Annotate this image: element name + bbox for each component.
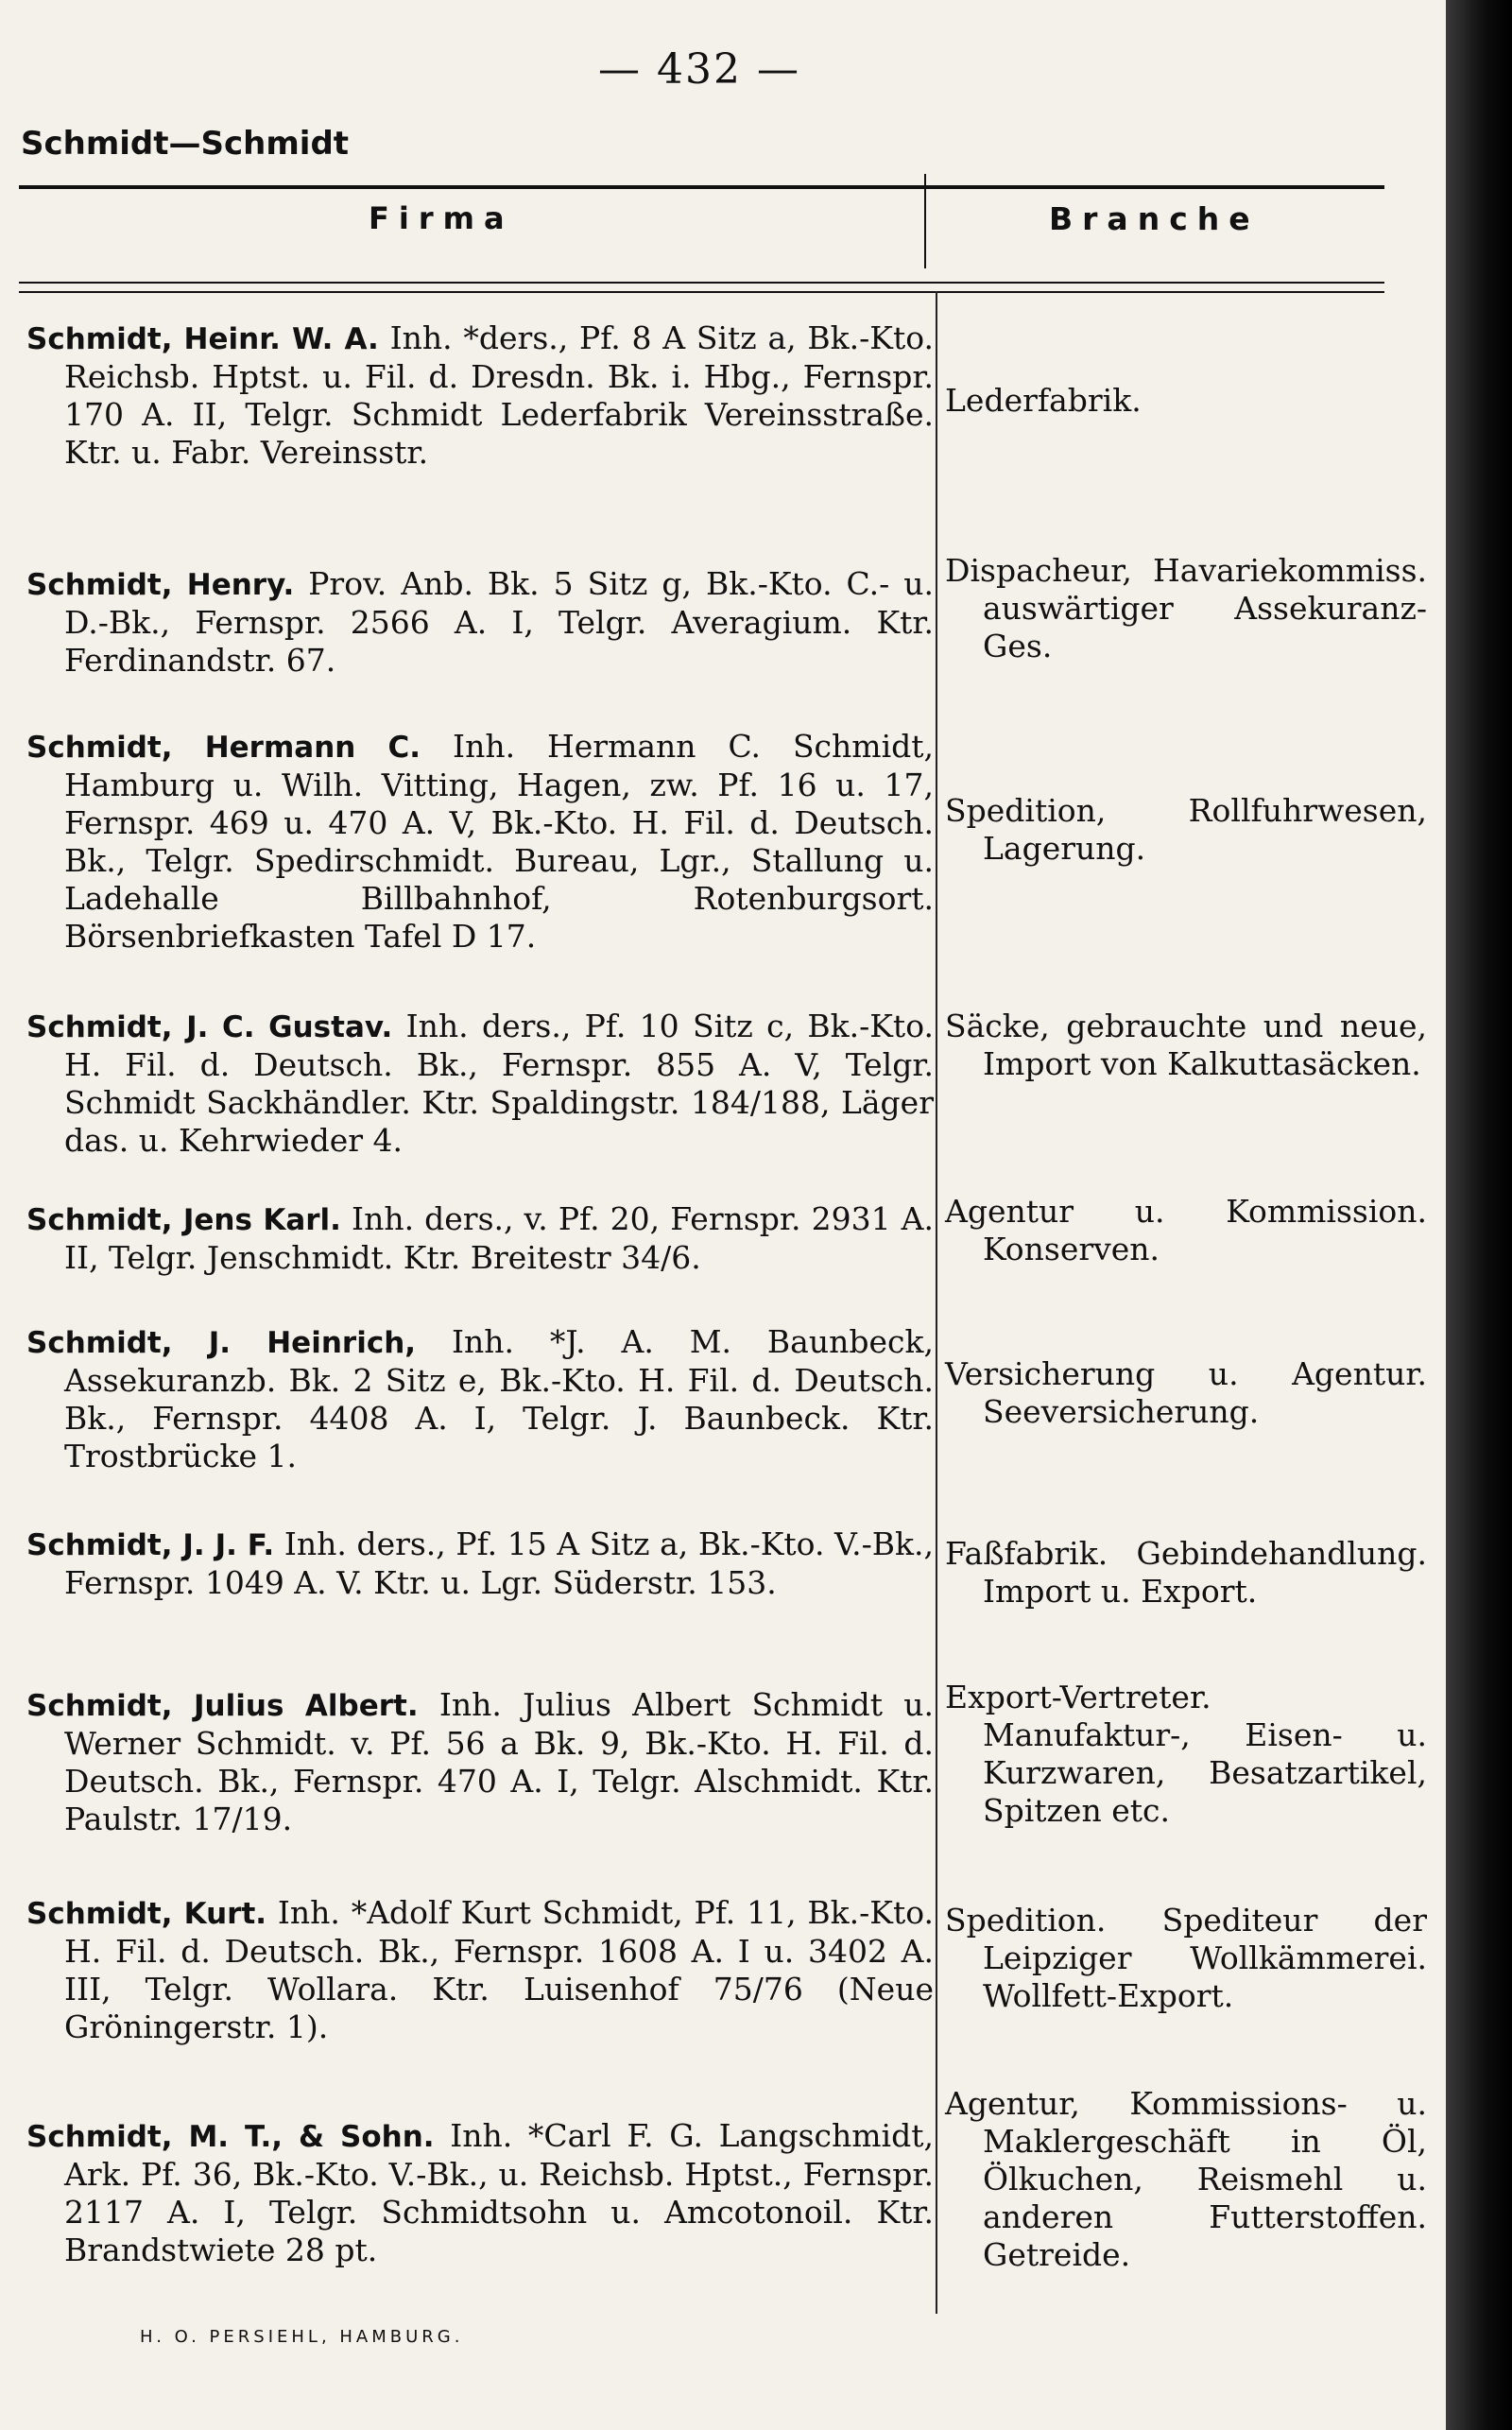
entry-name: Schmidt, J. C. Gustav. — [26, 1010, 393, 1044]
entry-firma — [26, 1525, 934, 1602]
entry-name: Schmidt, J. J. F. — [26, 1528, 275, 1562]
entry-firma — [26, 1894, 934, 2046]
directory-entry — [26, 1894, 934, 2046]
entry-branche: Export-Vertreter. Manufaktur-, Eisen- u. Kurzwaren, Besatzartikel, Spitzen etc. — [945, 1679, 1427, 1829]
entry-firma — [26, 1200, 934, 1277]
entry-details: Inh. *ders., Pf. 8 A Sitz a, Bk.-Kto. Reichsb. Hptst. u. Fil. d. Dresdn. Bk. i. Hbg., Fernspr. 170 A. II, Telgr. Schmidt Lederfabrik Vereinsstraße. Ktr. u. Fabr. Vereinsstr. — [64, 319, 934, 471]
entry-name: Schmidt, Kurt. — [26, 1897, 267, 1931]
entry-name: Schmidt, Jens Karl. — [26, 1203, 341, 1237]
entry-branche: Agentur, Kommissions- u. Maklergeschäft in Öl, Ölkuchen, Reismehl u. anderen Futterstoffen. Getreide. — [945, 2085, 1427, 2273]
column-header-firma: Firma — [369, 200, 514, 236]
entry-branche: Säcke, gebrauchte und neue, Import von Kalkuttasäcken. — [945, 1008, 1427, 1082]
entry-firma — [26, 1008, 934, 1160]
entry-branche: Faßfabrik. Gebindehandlung. Import u. Export. — [945, 1535, 1427, 1610]
entry-branche: Dispacheur, Havariekommiss. auswärtiger Assekuranz-Ges. — [945, 552, 1427, 664]
entry-branche: Versicherung u. Agentur. Seeversicherung. — [945, 1355, 1427, 1430]
entry-firma — [26, 2117, 934, 2269]
page-edge-shadow — [1446, 0, 1512, 2430]
page-number: — 432 — — [598, 45, 800, 94]
entry-branche: Spedition. Spediteur der Leipziger Wollkämmerei. Wollfett-Export. — [945, 1902, 1427, 2014]
entry-details: Inh. ders., Pf. 10 Sitz c, Bk.-Kto. H. Fil. d. Deutsch. Bk., Fernspr. 855 A. V, Telgr. Schmidt Sackhändler. Ktr. Spaldingstr. 184/188, Läger das. u. Kehrwieder 4. — [64, 1008, 934, 1159]
header-divider — [924, 174, 926, 268]
directory-entry — [26, 565, 934, 680]
entry-details: Inh. Julius Albert Schmidt u. Werner Schmidt. v. Pf. 56 a Bk. 9, Bk.-Kto. H. Fil. d. Deutsch. Bk., Fernspr. 470 A. I, Telgr. Alschmidt. Ktr. Paulstr. 17/19. — [64, 1686, 934, 1837]
entry-name: Schmidt, M. T., & Sohn. — [26, 2120, 435, 2154]
directory-entry — [26, 1323, 934, 1475]
entry-name: Schmidt, Hermann C. — [26, 731, 421, 765]
entry-name: Schmidt, J. Heinrich, — [26, 1326, 417, 1360]
entry-firma — [26, 1686, 934, 1838]
column-header-branche: Branche — [1049, 200, 1260, 237]
entry-details: Prov. Anb. Bk. 5 Sitz g, Bk.-Kto. C.- u. D.-Bk., Fernspr. 2566 A. I, Telgr. Averagium. Ktr. Ferdinandstr. 67. — [64, 565, 934, 679]
running-head: Schmidt—Schmidt — [21, 125, 350, 163]
entry-branche: Lederfabrik. — [945, 382, 1142, 419]
directory-entry — [26, 1686, 934, 1838]
entry-firma — [26, 319, 934, 472]
entry-branche: Agentur u. Kommission. Konserven. — [945, 1193, 1427, 1267]
entry-name: Schmidt, Julius Albert. — [26, 1689, 419, 1723]
entry-branche: Spedition, Rollfuhrwesen, Lagerung. — [945, 792, 1427, 867]
entry-firma — [26, 1323, 934, 1475]
header-double-rule — [19, 282, 1384, 293]
entry-firma — [26, 565, 934, 680]
entry-details: Inh. *Adolf Kurt Schmidt, Pf. 11, Bk.-Kto. H. Fil. d. Deutsch. Bk., Fernspr. 1608 A. I u. 3402 A. III, Telgr. Wollara. Ktr. Luisenhof 75/76 (Neue Gröningerstr. 1). — [64, 1894, 934, 2045]
directory-entry — [26, 2117, 934, 2269]
entry-firma — [26, 728, 934, 956]
entry-name: Schmidt, Heinr. W. A. — [26, 322, 379, 356]
top-rule — [19, 185, 1384, 189]
directory-entry — [26, 1200, 934, 1277]
directory-entry — [26, 319, 934, 472]
entry-details: Inh. *Carl F. G. Langschmidt, Ark. Pf. 36, Bk.-Kto. V.-Bk., u. Reichsb. Hptst., Fernspr. 2117 A. I, Telgr. Schmidtsohn u. Amcotonoil. Ktr. Brandstwiete 28 pt. — [64, 2117, 934, 2268]
entry-details: Inh. Hermann C. Schmidt, Hamburg u. Wilh. Vitting, Hagen, zw. Pf. 16 u. 17, Fernspr. 469 u. 470 A. V, Bk.-Kto. H. Fil. d. Deutsch. Bk., Telgr. Spedirschmidt. Bureau, Lgr., Stallung u. Ladehalle Billbahnhof, Rotenburgsort. Börsenbriefkasten Tafel D 17. — [64, 728, 935, 955]
directory-entry — [26, 1525, 934, 1602]
column-divider — [936, 291, 937, 2314]
printer-imprint: H. O. PERSIEHL, HAMBURG. — [140, 2327, 464, 2347]
entry-details: Inh. *J. A. M. Baunbeck, Assekuranzb. Bk. 2 Sitz e, Bk.-Kto. H. Fil. d. Deutsch. Bk., Fernspr. 4408 A. I, Telgr. J. Baunbeck. Ktr. Trostbrücke 1. — [64, 1323, 934, 1474]
directory-entry — [26, 728, 934, 956]
entry-name: Schmidt, Henry. — [26, 568, 295, 602]
directory-entry — [26, 1008, 934, 1160]
entry-details: Inh. ders., v. Pf. 20, Fernspr. 2931 A. II, Telgr. Jenschmidt. Ktr. Breitestr 34/6. — [64, 1200, 934, 1276]
entry-details: Inh. ders., Pf. 15 A Sitz a, Bk.-Kto. V.-Bk., Fernspr. 1049 A. V. Ktr. u. Lgr. Süderstr. 153. — [64, 1525, 934, 1601]
